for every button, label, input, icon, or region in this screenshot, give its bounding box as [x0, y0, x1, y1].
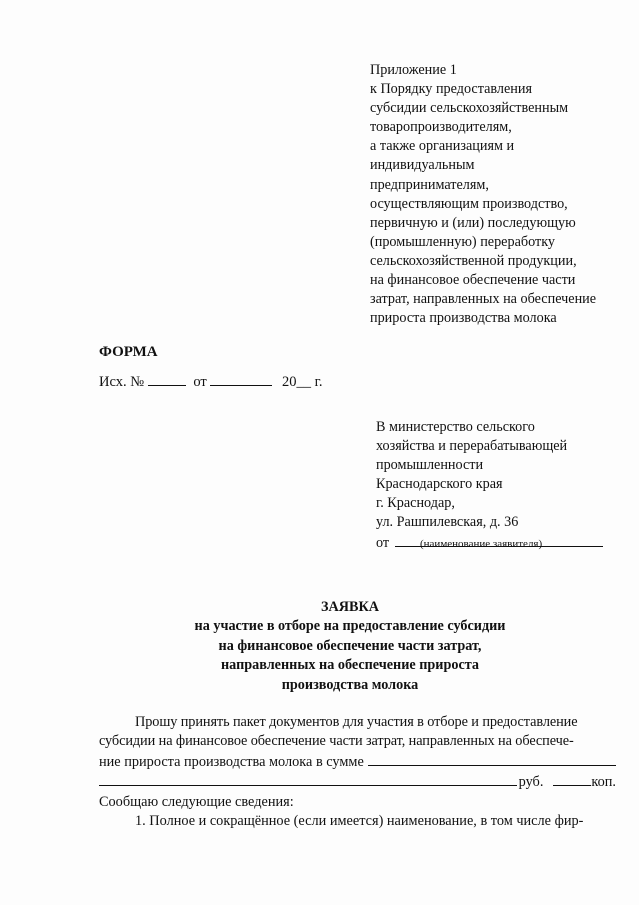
kop-blank[interactable]	[553, 772, 591, 786]
amount-blank[interactable]	[368, 752, 616, 766]
outgoing-reference	[99, 372, 323, 391]
ref-number-blank[interactable]	[148, 372, 186, 386]
addressee-line: ул. Рашпилевская, д. 36	[376, 514, 519, 531]
appendix-line: товаропроизводителям,	[370, 119, 512, 136]
title-line: производства молока	[281, 676, 419, 693]
appendix-line: сельскохозяйственной продукции,	[370, 252, 577, 269]
title-line: на участие в отборе на предоставление субсидии	[194, 618, 506, 635]
appendix-line: на финансовое обеспечение части	[370, 272, 576, 289]
application-body	[99, 713, 616, 831]
appendix-note	[370, 61, 632, 328]
addressee-line: Краснодарского края	[376, 476, 503, 493]
appendix-line: прироста производства молока	[370, 310, 557, 327]
ref-number-label: Исх. №	[99, 374, 145, 390]
application-title	[150, 598, 550, 695]
body-line: субсидии на финансовое обеспечение части затрат, направленных на обеспече-	[99, 733, 574, 750]
appendix-line: к Порядку предоставления	[370, 81, 532, 98]
kop-label: коп.	[591, 774, 616, 791]
addressee-line: г. Краснодар,	[376, 495, 455, 512]
addressee-line: В министерство сельского	[376, 419, 535, 435]
body-line: Прошу принять пакет документов для участия в отборе и предоставление	[135, 714, 578, 730]
appendix-line: предпринимателям,	[370, 176, 489, 193]
appendix-line: а также организациям и	[370, 138, 515, 155]
item-1-line: 1. Полное и сокращённое (если имеется) наименование, в том числе фир-	[135, 813, 584, 830]
addressee-block	[376, 418, 626, 553]
title-heading: ЗАЯВКА	[321, 599, 379, 615]
title-line: на финансовое обеспечение части затрат,	[218, 637, 482, 654]
amount-words-blank[interactable]	[99, 772, 517, 786]
rub-label: руб.	[518, 774, 544, 791]
ref-year: 20__ г.	[281, 374, 323, 390]
amount-label: ние прироста производства молока в сумме	[99, 753, 364, 770]
appendix-line: (промышленную) переработку	[370, 233, 555, 250]
appendix-line: индивидуальным	[370, 157, 475, 174]
info-line: Сообщаю следующие сведения:	[99, 793, 294, 810]
appendix-line: первичную и (или) последующую	[370, 214, 576, 231]
addressee-line: хозяйства и перерабатывающей	[376, 438, 568, 455]
form-label: ФОРМА	[99, 344, 158, 360]
addressee-line: промышленности	[376, 457, 484, 474]
title-line: направленных на обеспечение прироста	[221, 657, 479, 674]
ref-date-label: от	[193, 374, 207, 390]
appendix-line: затрат, направленных на обеспечение	[370, 291, 597, 308]
ref-date-blank[interactable]	[210, 372, 272, 386]
applicant-caption: (наименование заявителя)	[420, 538, 543, 550]
appendix-line: Приложение 1	[370, 62, 457, 78]
amount-words-line	[99, 772, 616, 792]
amount-line	[99, 752, 616, 772]
appendix-line: субсидии сельскохозяйственным	[370, 100, 569, 117]
applicant-from-label: от	[376, 534, 390, 551]
appendix-line: осуществляющим производство,	[370, 195, 568, 212]
